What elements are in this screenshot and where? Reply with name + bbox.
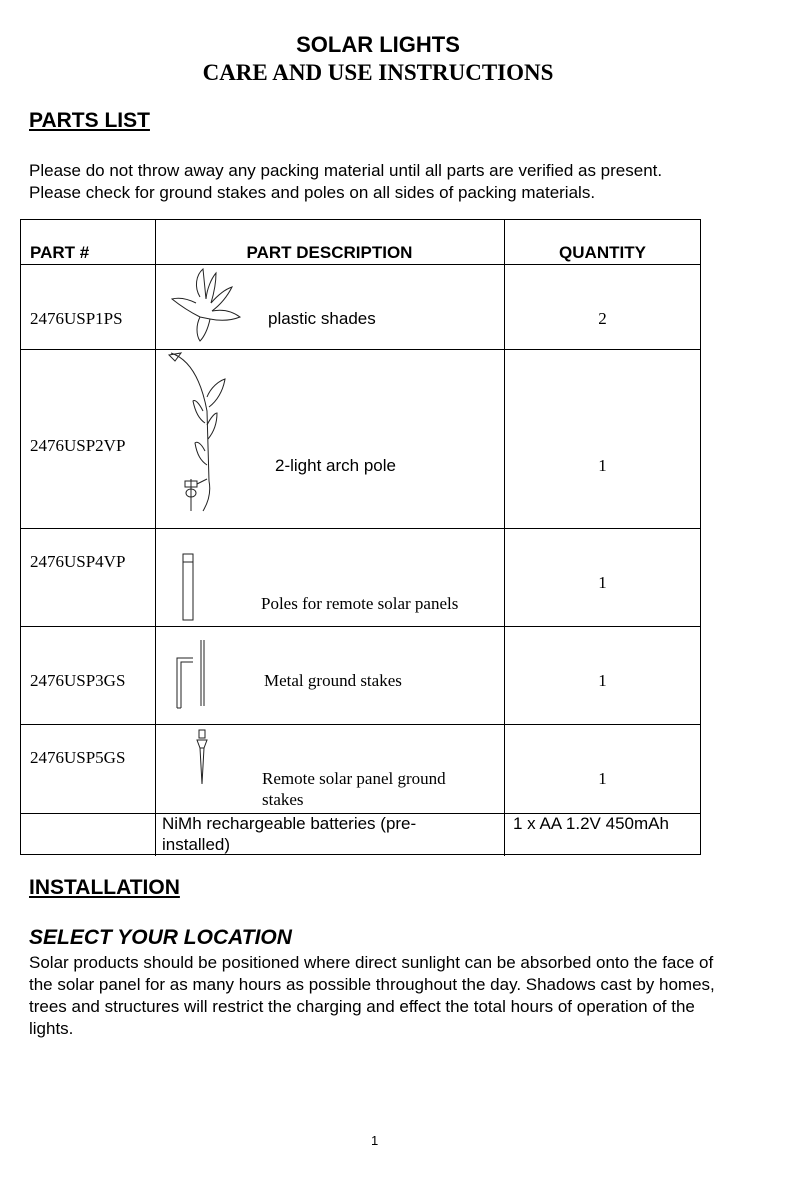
arch-pole-icon (167, 351, 237, 521)
installation-heading: INSTALLATION (29, 876, 180, 899)
table-row-part-number: 2476USP2VP (30, 436, 126, 455)
pole-tube-icon (181, 550, 195, 622)
intro-line-2: Please check for ground stakes and poles on all sides of packing materials. (29, 183, 596, 202)
parts-list-heading: PARTS LIST (29, 109, 150, 132)
row-divider (21, 626, 700, 627)
header-quantity: QUANTITY (559, 243, 646, 262)
leaf-shade-icon (166, 267, 256, 345)
row-divider (21, 724, 700, 725)
table-row-part-number: 2476USP5GS (30, 748, 126, 767)
row-divider (21, 528, 700, 529)
location-paragraph-line-3: trees and structures will restrict the charging and effect the total hours of operation of the (29, 997, 695, 1016)
location-paragraph-line-2: the solar panel for as many hours as possible throughout the day. Shadows cast by homes, (29, 975, 715, 994)
table-row-quantity: 1 (598, 573, 607, 592)
row-divider (21, 349, 700, 350)
select-location-heading: SELECT YOUR LOCATION (29, 926, 292, 949)
table-row-description: 2-light arch pole (275, 456, 396, 475)
page-subtitle: CARE AND USE INSTRUCTIONS (202, 60, 554, 85)
header-part-number: PART # (30, 243, 90, 262)
column-divider (155, 220, 156, 856)
battery-description-line-2: installed) (162, 835, 231, 854)
battery-description-line-1: NiMh rechargeable batteries (pre- (162, 814, 417, 833)
table-row-part-number: 2476USP1PS (30, 309, 123, 328)
table-row-quantity: 1 (598, 769, 607, 788)
table-row-quantity: 1 (598, 456, 607, 475)
page-number: 1 (371, 1133, 379, 1148)
table-row-description: Metal ground stakes (264, 671, 402, 690)
table-row-part-number: 2476USP4VP (30, 552, 126, 571)
intro-line-1: Please do not throw away any packing material until all parts are verified as present. (29, 161, 663, 180)
table-row-part-number: 2476USP3GS (30, 671, 126, 690)
table-row-description-line-2: stakes (262, 790, 304, 809)
battery-quantity: 1 x AA 1.2V 450mAh (513, 814, 669, 833)
page-title: SOLAR LIGHTS (296, 32, 460, 57)
parts-table (20, 219, 701, 855)
location-paragraph-line-1: Solar products should be positioned where direct sunlight can be absorbed onto the face of (29, 953, 714, 972)
table-row-quantity: 2 (598, 309, 607, 328)
table-row-description-line-1: Remote solar panel ground (262, 769, 446, 788)
table-row-quantity: 1 (598, 671, 607, 690)
table-row-description: Poles for remote solar panels (261, 594, 459, 613)
metal-stake-icon (173, 634, 213, 714)
spike-stake-icon (193, 728, 213, 786)
header-part-description: PART DESCRIPTION (246, 243, 413, 262)
table-row-description: plastic shades (268, 309, 376, 328)
location-paragraph-line-4: lights. (29, 1019, 74, 1038)
row-divider (21, 264, 700, 265)
